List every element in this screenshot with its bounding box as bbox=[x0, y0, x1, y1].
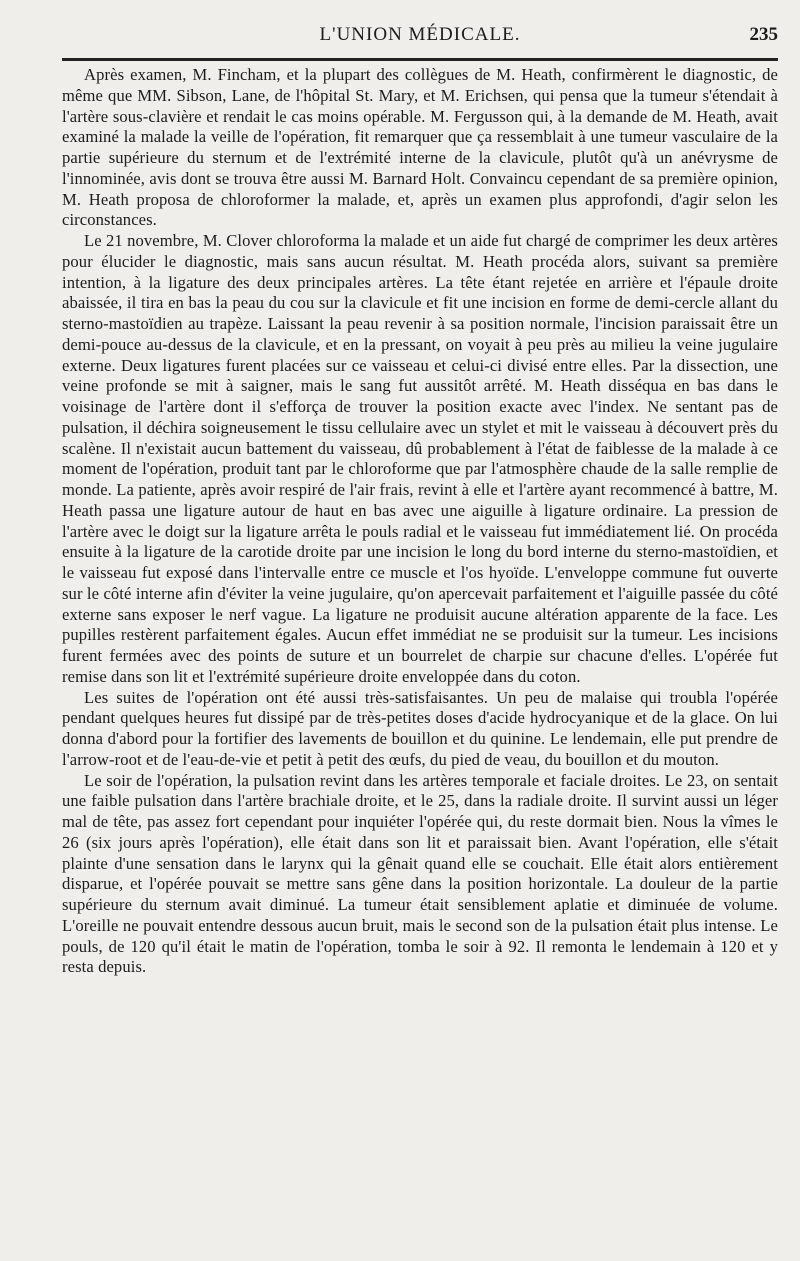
header-rule bbox=[62, 58, 778, 61]
paragraph-2: Le 21 novembre, M. Clover chloroforma la malade et un aide fut chargé de comprimer les deux artères pour élucider le diagnostic, mais sans aucun résultat. M. Heath procéda alors, suivant sa première intention, à la ligature des deux principales artères. La tête étant rejetée en arrière et l'épaule droite abaissée, il tira en bas la peau du cou sur la clavicule et fit une incision en forme de demi-cercle allant du sterno-mastoïdien au trapèze. Laissant la peau revenir à sa position normale, l'incision paraissait être un demi-pouce au-dessus de la clavicule, et en la pressant, on voyait à peu près au milieu la veine jugulaire externe. Deux ligatures furent placées sur ce vaisseau et celui-ci divisé entre elles. Par la dissection, une veine profonde se mit à saigner, mais le sang fut aussitôt arrêté. M. Heath disséqua en bas dans le voisinage de l'artère dont il s'efforça de trouver la position exacte avec l'index. Ne sentant pas de pulsation, il déchira soigneusement le tissu cellulaire avec un stylet et mit le vaisseau à découvert près du scalène. Il n'existait aucun battement du vaisseau, dû probablement à l'état de faiblesse de la malade à ce moment de l'opération, produit tant par le chloroforme que par l'atmosphère chaude de la salle remplie de monde. La patiente, après avoir respiré de l'air frais, revint à elle et l'artère ayant recommencé à battre, M. Heath passa une ligature autour de haut en bas avec une aiguille à ligature ordinaire. La pression de l'artère avec le doigt sur la ligature arrêta le pouls radial et le vaisseau fut immédiatement lié. On procéda ensuite à la ligature de la carotide droite par une incision le long du bord interne du sterno-mastoïdien, et le vaisseau fut exposé dans l'intervalle entre ce muscle et l'os hyoïde. L'enveloppe commune fut ouverte sur le côté interne afin d'éviter la veine jugulaire, qu'on apercevait parfaitement et l'aiguille passée du côté externe sans exposer le nerf vague. La ligature ne produisit aucune altération apparente de la face. Les pupilles restèrent parfaitement égales. Aucun effet immédiat ne se produisit sur la tumeur. Les incisions furent fermées avec des points de suture et un bourrelet de charpie sur chacune d'elles. L'opérée fut remise dans son lit et l'extrémité supérieure droite enveloppée dans du coton. bbox=[62, 231, 778, 686]
running-title: L'UNION MÉDICALE. bbox=[319, 24, 521, 45]
paragraph-4: Le soir de l'opération, la pulsation revint dans les artères temporale et faciale droites. Le 23, on sentait une faible pulsation dans l'artère brachiale droite, et le 25, dans la radiale droite. Il survint aussi un léger mal de tête, pas assez fort cependant pour inquiéter l'opérée qui, du reste dormait bien. Nous la vîmes le 26 (six jours après l'opération), elle était dans son lit et paraissait bien. Avant l'opération, elle s'était plainte d'une sensation dans le larynx qui la gênait quand elle se couchait. Elle était alors entièrement disparue, et l'opérée pouvait se mettre sans gêne dans la position horizontale. La douleur de la partie supérieure du sternum avait diminué. La tumeur était sensiblement aplatie et diminuée de volume. L'oreille ne pouvait entendre dessous aucun bruit, mais le second son de la pulsation était plus intense. Le pouls, de 120 qu'il était le matin de l'opération, tomba le soir à 92. Il remonta le lendemain à 120 et y resta depuis. bbox=[62, 770, 778, 977]
page-header bbox=[62, 24, 778, 58]
article-body bbox=[62, 65, 778, 978]
paragraph-3: Les suites de l'opération ont été aussi très-satisfaisantes. Un peu de malaise qui troubla l'opérée pendant quelques heures fut dissipé par de très-petites doses d'acide hydrocyanique et de la glace. On lui donna d'abord pour la fortifier des lavements de bouillon et du quinine. Le lendemain, elle put prendre de l'arrow-root et de l'eau-de-vie et petit à petit des œufs, du pied de veau, du bouillon et du mouton. bbox=[62, 687, 778, 769]
paragraph-1: Après examen, M. Fincham, et la plupart des collègues de M. Heath, confirmèrent le diagnostic, de même que MM. Sibson, Lane, de l'hôpital St. Mary, et M. Erichsen, qui pensa que la tumeur s'étendait à l'artère sous-clavière et rendait le cas moins opérable. M. Fergusson qui, à la demande de M. Heath, avait examiné la malade la veille de l'opération, fit remarquer que ça ressemblait à une tumeur vasculaire de la partie supérieure du sternum et de l'extrémité interne de la clavicule, plutôt qu'à un anévrysme de l'innominée, avis dont se trouva être aussi M. Barnard Holt. Convaincu cependant de sa première opinion, M. Heath proposa de chloroformer la malade, et, après un examen plus approfondi, d'agir selon les circonstances. bbox=[62, 65, 778, 230]
page-number: 235 bbox=[749, 24, 778, 45]
